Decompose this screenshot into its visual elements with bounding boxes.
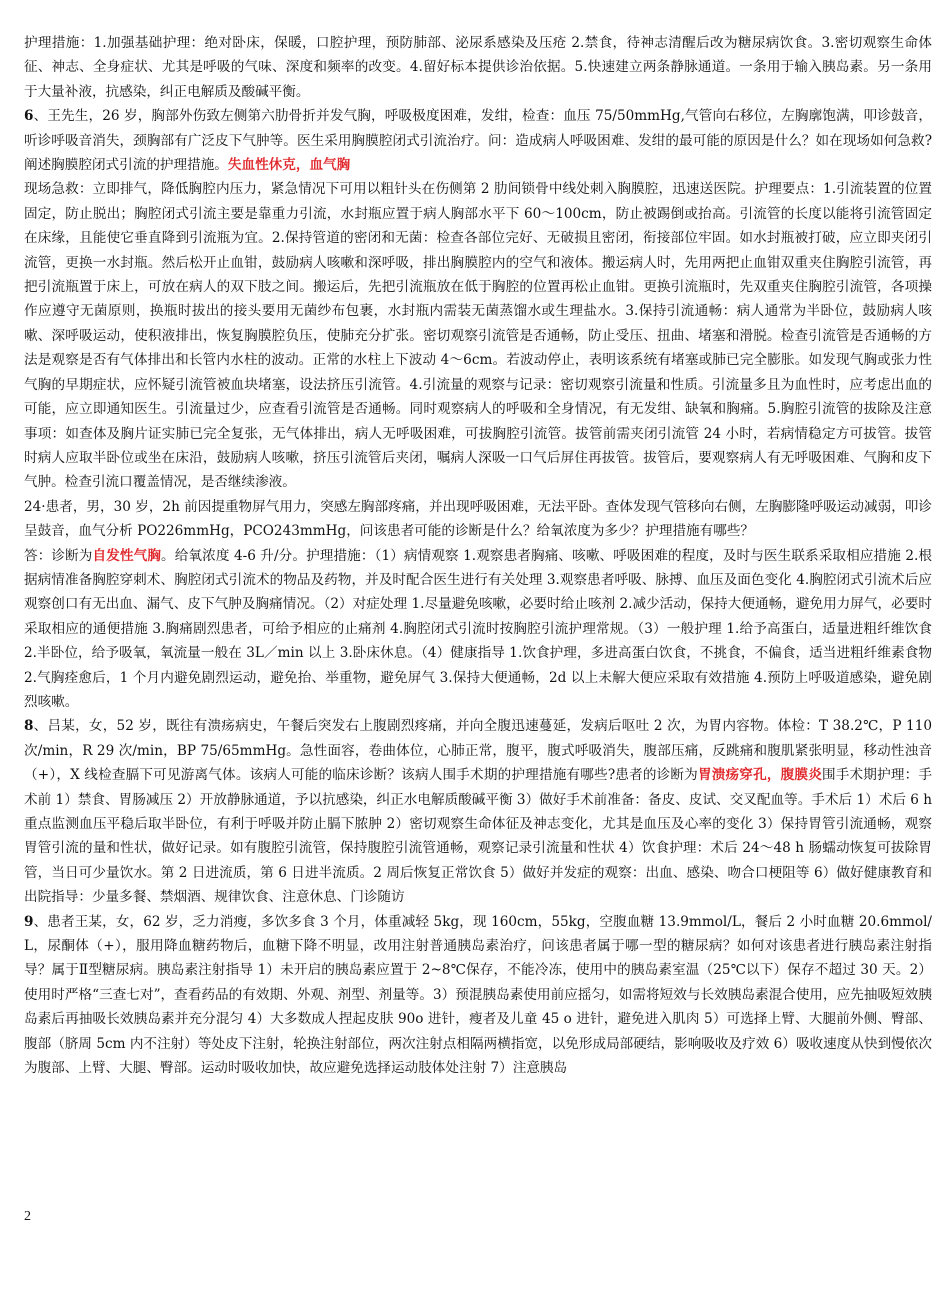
paragraph-text: 护理措施：1.加强基础护理：绝对卧床，保暖，口腔护理，预防肺部、泌尿系感染及压疮 2.禁食，待神志清醒后改为糖尿病饮食。3.密切观察生命体征、神志、全身症状、尤其是呼吸的气味、深度和频率的改变。4.留好标本提供诊治依据。5.快速建立两条静脉通道。一条用于输入胰岛素。另一条用于大量补液，抗感染，纠正电解质及酸碱平衡。 xyxy=(24,35,932,100)
question-number: 8 xyxy=(24,718,34,735)
highlighted-answer: 自发性气胸 xyxy=(92,547,162,564)
paragraph-text: 围手术期护理：手术前 1）禁食、胃肠减压 2）开放静脉通道，予以抗感染，纠正水电解质酸碱平衡 3）做好手术前准备：备皮、皮试、交叉配血等。手术后 1）术后 6 h 重点监测血压平稳后取半卧位，有利于呼吸并防止膈下脓肿 2）密切观察生命体征及神志变化，尤其是血压及心率的变化 3）保持胃管引流通畅，观察胃管引流的量和性状，做好记录。如有腹腔引流管，保持腹腔引流管通畅，观察记录引流量和性状 4）饮食护理：术后 24～48 h 肠蠕动恢复可拔除胃管，当日可少量饮水。第 2 日进流质，第 6 日进半流质。2 周后恢复正常饮食 5）做好并发症的观察：出血、感染、吻合口梗阻等 6）做好健康教育和出院指导：少量多餐、禁烟酒、规律饮食、注意休息、门诊随访 xyxy=(24,767,933,906)
paragraph-text: 、王先生，26 岁，胸部外伤致左侧第六肋骨折并发气胸，呼吸极度困难，发绀，检查：血压 75/50mmHg,气管向右移位，左胸廓饱满，叩诊鼓音，听诊呼吸音消失，颈胸部有广泛皮下气肿等。医生采用胸膜腔闭式引流治疗。问：造成病人呼吸困难、发绀的最可能的原因是什么？如在现场如何急救?阐述胸膜腔闭式引流的护理措施。 xyxy=(24,108,932,174)
paragraph-text: 24·患者，男，30 岁，2h 前因提重物屏气用力，突感左胸部疼痛，并出现呼吸困难，无法平卧。查体发现气管移向右侧，左胸膨隆呼吸运动减弱，叩诊呈鼓音，血气分析 PO226mmHg，PCO243mmHg，问该患者可能的诊断是什么？给氧浓度为多少？护理措施有哪些？ xyxy=(24,498,932,540)
paragraph-case-6-answer xyxy=(24,177,932,494)
paragraph-case-24-answer xyxy=(24,544,932,715)
question-number: 6 xyxy=(24,108,34,125)
paragraph-case-6-question xyxy=(24,104,932,177)
page-number: 2 xyxy=(24,1209,31,1224)
paragraph-case-8 xyxy=(24,714,932,909)
paragraph-case-9 xyxy=(24,910,932,1081)
paragraph-text: 、吕某，女，52 岁，既往有溃疡病史，午餐后突发右上腹剧烈疼痛，并向全腹迅速蔓延，发病后呕吐 2 次，为胃内容物。体检：T 38.2℃，P 110 次/min，R 29 次/min，BP 75/65mmHg。急性面容，卷曲体位，心肺正常，腹平，腹式呼吸消失，腹部压痛，反跳痛和腹肌紧张明显，移动性浊音（+），X 线检查膈下可见游离气体。该病人可能的临床诊断？该病人围手术期的护理措施有哪些?患者的诊断为 xyxy=(24,718,932,784)
paragraph-text: 、患者王某，女，62 岁，乏力消瘦，多饮多食 3 个月，体重减轻 5kg，现 160cm，55kg，空腹血糖 13.9mmol/L，餐后 2 小时血糖 20.6mmol/L，尿酮体（+），服用降血糖药物后，血糖下降不明显，改用注射普通胰岛素治疗，问该患者属于哪一型的糖尿病？如何对该患者进行胰岛素注射指导？属于Ⅱ型糖尿病。胰岛素注射指导 1）未开启的胰岛素应置于 2~8℃保存，不能冷冻，使用中的胰岛素室温（25℃以下）保存不超过 30 天。2）使用时严格“三查七对”，查看药品的有效期、外观、剂型、剂量等。3）预混胰岛素使用前应摇匀，如需将短效与长效胰岛素混合使用，应先抽吸短效胰岛素后再抽吸长效胰岛素并充分混匀 4）大多数成人捏起皮肤 90o 进针，瘦者及儿童 45 o 进针，避免进入肌肉 5）可选择上臂、大腿前外侧、臀部、腹部（脐周 5cm 内不注射）等处皮下注射，轮换注射部位，两次注射点相隔两横指宽，以免形成局部硬结，影响吸收及疗效 6）吸收速度从快到慢依次为腹部、上臂、大腿、臀部。运动时吸收加快，故应避免选择运动肢体处注射 7）注意胰岛 xyxy=(24,913,932,1077)
paragraph-text: 现场急救：立即排气，降低胸腔内压力，紧急情况下可用以粗针头在伤侧第 2 肋间锁骨中线处刺入胸膜腔，迅速送医院。护理要点：1.引流装置的位置固定，防止脱出；胸腔闭式引流主要是靠重力引流，水封瓶应置于病人胸部水平下 60～100cm，防止被踢倒或抬高。引流管的长度以能将引流管固定在床缘，且能使它垂直降到引流瓶为宜。2.保持管道的密闭和无菌：检查各部位完好、无破损且密闭，衔接部位牢固。如水封瓶被打破，应立即夹闭引流管，更换一水封瓶。然后松开止血钳，鼓励病人咳嗽和深呼吸，排出胸膜腔内的空气和液体。搬运病人时，先用两把止血钳双重夹住胸腔引流管，再把引流瓶置于床上，可放在病人的双下肢之间。搬运后，先把引流瓶放在低于胸腔的位置再松止血钳。更换引流瓶时，先双重夹住胸腔引流管，各项操作应遵守无菌原则，换瓶时拔出的接头要用无菌纱布包裹，水封瓶内需装无菌蒸馏水或生理盐水。3.保持引流通畅：病人通常为半卧位，鼓励病人咳嗽、深呼吸运动，使积液排出，恢复胸膜腔负压，使肺充分扩张。密切观察引流管是否通畅，防止受压、扭曲、堵塞和滑脱。检查引流管是否通畅的方法是观察是否有气体排出和长管内水柱的波动。正常的水柱上下波动 4～6cm。若波动停止，表明该系统有堵塞或肺已完全膨胀。如发现气胸或张力性气胸的早期症状，应怀疑引流管被血块堵塞，设法挤压引流管。4.引流量的观察与记录：密切观察引流量和性质。引流量多且为血性时，应考虑出血的可能，应立即通知医生。引流量过少，应查看引流管是否通畅。同时观察病人的呼吸和全身情况，有无发绀、缺氧和胸痛。5.胸腔引流管的拔除及注意事项：如查体及胸片证实肺已完全复张，无气体排出，病人无呼吸困难，可拔胸腔引流管。拔管前需夹闭引流管 24 小时，若病情稳定方可拔管。拔管时病人应取半卧位或坐在床沿，鼓励病人咳嗽，挤压引流管后夹闭，嘱病人深吸一口气后屏住再拔管。拔管后，要观察病人有无呼吸困难、气胸和皮下气肿。检查引流口覆盖情况，是否继续渗液。 xyxy=(24,181,932,491)
question-number: 9 xyxy=(24,913,34,930)
document-body xyxy=(24,31,932,1080)
paragraph-case-24-question xyxy=(24,495,932,544)
highlighted-answer: 胃溃疡穿孔，腹膜炎 xyxy=(697,767,822,784)
paragraph-text: 。给氧浓度 4-6 升/分。护理措施：（1）病情观察 1.观察患者胸痛、咳嗽、呼吸困难的程度，及时与医生联系采取相应措施 2.根据病情准备胸腔穿刺术、胸腔闭式引流术的物品及药物，并及时配合医生进行有关处理 3.观察患者呼吸、脉搏、血压及面色变化 4.胸腔闭式引流术后应观察创口有无出血、漏气、皮下气肿及胸痛情况。（2）对症处理 1.尽量避免咳嗽，必要时给止咳剂 2.减少活动，保持大便通畅，避免用力屏气，必要时采取相应的通便措施 3.胸痛剧烈患者，可给予相应的止痛剂 4.胸腔闭式引流时按胸腔引流护理常规。（3）一般护理 1.给予高蛋白，适量进粗纤维饮食 2.半卧位，给予吸氧，氧流量一般在 3L／min 以上 3.卧床休息。（4）健康指导 1.饮食护理，多进高蛋白饮食，不挑食，不偏食，适当进粗纤维素食物 2.气胸痊愈后，1 个月内避免剧烈运动，避免抬、举重物，避免屏气 3.保持大便通畅，2d 以上未解大便应采取有效措施 4.预防上呼吸道感染，避免剧烈咳嗽。 xyxy=(24,547,933,710)
highlighted-answer: 失血性休克，血气胸 xyxy=(227,157,351,174)
paragraph-text: 答：诊断为 xyxy=(24,547,93,564)
paragraph-ketoacidosis-care xyxy=(24,31,932,104)
